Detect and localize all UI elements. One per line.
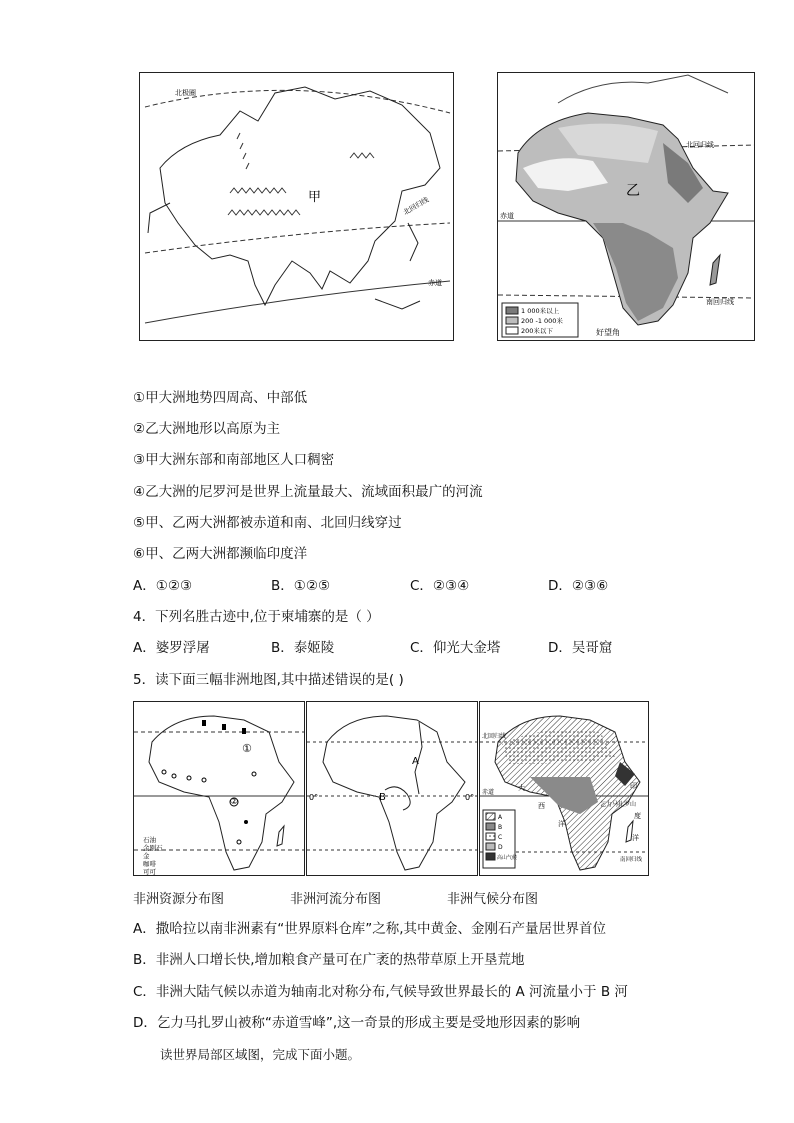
- caption-climate: 非洲气候分布图: [447, 892, 539, 907]
- q4-option-a[interactable]: A．婆罗浮屠: [133, 640, 210, 656]
- legend-low: 200米以下: [521, 327, 553, 335]
- q5-option-b[interactable]: B．非洲人口增长快,增加粮食产量可在广袤的热带草原上开垦荒地: [133, 952, 525, 968]
- ocean-yang-2: 洋: [632, 834, 639, 842]
- climate-legend-b: B: [498, 824, 503, 831]
- legend-gold: 金: [143, 852, 150, 860]
- statement-3: ③甲大洲东部和南部地区人口稠密: [133, 452, 335, 468]
- q4-option-b[interactable]: B．泰姬陵: [271, 640, 335, 656]
- label-cape: 好望角: [596, 328, 620, 337]
- q5-option-d[interactable]: D．乞力马扎罗山被称“赤道雪峰”,这一奇景的形成主要是受地形因素的影响: [133, 1015, 581, 1031]
- river-label-a: A: [412, 756, 419, 767]
- q3-option-d[interactable]: D．②③⑥: [548, 578, 609, 594]
- statement-5: ⑤甲、乙两大洲都被赤道和南、北回归线穿过: [133, 515, 402, 531]
- legend-high: 1 000米以上: [521, 307, 560, 315]
- q4-option-c[interactable]: C．仰光大金塔: [410, 640, 501, 656]
- caption-river: 非洲河流分布图: [290, 892, 382, 907]
- label-tropic-cancer: 北回归线: [402, 195, 431, 217]
- africa-river-map: [306, 701, 478, 876]
- legend-coffee: 咖啡: [143, 860, 156, 868]
- climate-legend-c: C: [498, 834, 503, 841]
- river-label-b: B: [379, 792, 386, 803]
- q5-option-c[interactable]: C．非洲大陆气候以赤道为轴南北对称分布,气候导致世界最长的 A 河流量小于 B 河: [133, 984, 628, 1000]
- label-equator-africa: 赤道: [500, 212, 514, 220]
- q5-option-a[interactable]: A．撒哈拉以南非洲素有“世界原料仓库”之称,其中黄金、金刚石产量居世界首位: [133, 921, 607, 937]
- ocean-xi: 西: [538, 802, 545, 810]
- africa-resource-map: [133, 701, 305, 876]
- ocean-yin: 印: [630, 782, 637, 790]
- climate-legend-a: A: [498, 814, 503, 821]
- legend-cocoa: 可可: [143, 868, 156, 875]
- q4-option-d[interactable]: D．吴哥窟: [548, 640, 613, 656]
- ocean-da: 大: [518, 784, 525, 792]
- river-zero-left: 0°: [309, 793, 319, 802]
- label-arctic-circle: 北极圈: [175, 89, 196, 97]
- legend-mid: 200 -1 000米: [521, 317, 563, 325]
- label-yi: 乙: [626, 183, 640, 199]
- next-section-intro: 读世界局部区域图，完成下面小题。: [160, 1047, 361, 1062]
- resource-circle-2: ②: [230, 797, 239, 807]
- q3-option-b[interactable]: B．①②⑤: [271, 578, 331, 594]
- q3-option-c[interactable]: C．②③④: [410, 578, 470, 594]
- q5-stem: 5．读下面三幅非洲地图,其中描述错误的是( ): [133, 672, 404, 688]
- ocean-yang: 洋: [558, 820, 565, 828]
- legend-oil: 石油: [143, 836, 156, 844]
- africa-relief-map: [497, 72, 755, 341]
- statement-6: ⑥甲、乙两大洲都濒临印度洋: [133, 546, 308, 562]
- statement-4: ④乙大洲的尼罗河是世界上流量最大、流域面积最广的河流: [133, 484, 483, 500]
- climate-equator: 赤道: [482, 789, 495, 796]
- statement-1: ①甲大洲地势四周高、中部低: [133, 390, 308, 406]
- q3-option-a[interactable]: A．①②③: [133, 578, 193, 594]
- resource-circle-1: ①: [242, 742, 252, 755]
- label-equator: 赤道: [428, 279, 442, 287]
- climate-legend-d: D: [498, 844, 503, 851]
- label-tropic-capricorn-africa: 南回归线: [706, 298, 734, 306]
- caption-resource: 非洲资源分布图: [133, 892, 225, 907]
- climate-tropic-capricorn: 南回归线: [620, 857, 643, 863]
- climate-kilimanjaro: 乞力马扎罗山: [600, 801, 637, 808]
- q4-stem: 4．下列名胜古迹中,位于柬埔寨的是（ ）: [133, 609, 380, 625]
- legend-diamond: 金刚石: [143, 844, 163, 852]
- africa-climate-map: [479, 701, 649, 876]
- label-tropic-cancer-africa: 北回归线: [686, 141, 714, 149]
- ocean-du: 度: [634, 812, 641, 820]
- climate-legend-alpine: 高山气候: [497, 855, 518, 861]
- asia-map: [139, 72, 454, 341]
- label-jia: 甲: [308, 190, 322, 205]
- climate-tropic-cancer: 北回归线: [482, 733, 507, 740]
- statement-2: ②乙大洲地形以高原为主: [133, 421, 281, 437]
- river-zero-right: 0°: [465, 793, 475, 802]
